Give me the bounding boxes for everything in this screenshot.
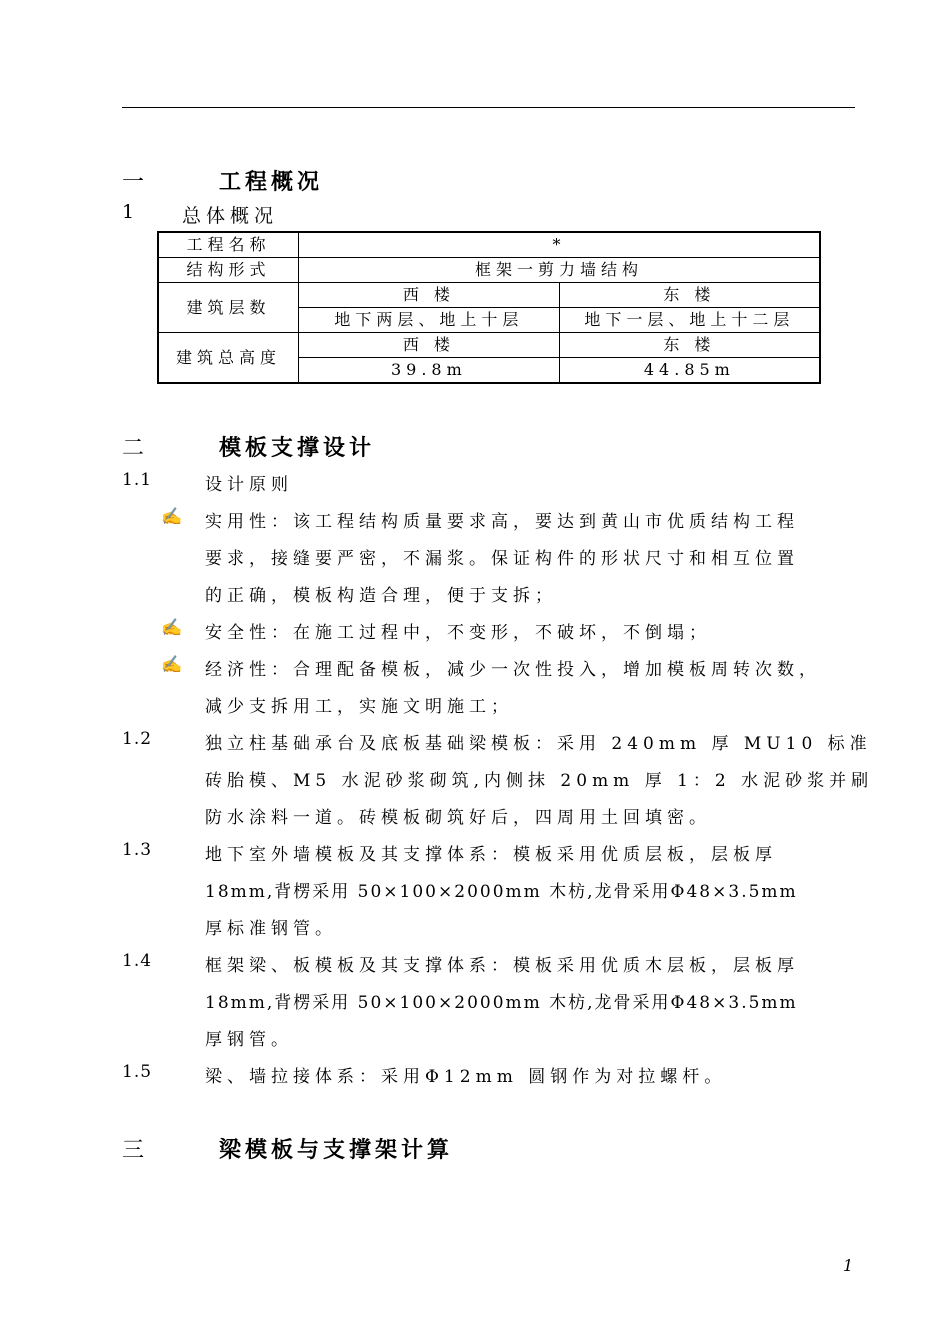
bullet-text: 经济性：合理配备模板，减少一次性投入，增加模板周转次数，	[205, 660, 821, 680]
clause-text: 梁、墙拉接体系：采用Φ12mm 圆钢作为对拉螺杆。	[205, 1067, 727, 1087]
subsection-title: 总体概况	[182, 205, 279, 227]
clause-text: 框架梁、板模板及其支撑体系：模板采用优质木层板，层板厚	[205, 956, 799, 976]
table-cell-value: *	[299, 232, 821, 258]
bullet-text: 减少支拆用工，实施文明施工；	[205, 697, 513, 717]
clause-text: 18mm,背楞采用 50×100×2000mm 木枋,龙骨采用Φ48×3.5mm	[205, 882, 798, 902]
table-cell-west-floors: 地下两层、地上十层	[299, 308, 560, 333]
table-cell-west-height: 39.8m	[299, 358, 560, 384]
table-cell-value: 框架一剪力墙结构	[299, 258, 821, 283]
table-cell-east-building: 东 楼	[559, 283, 820, 308]
table-cell-label: 建筑总高度	[158, 333, 299, 384]
bullet-text: 安全性：在施工过程中，不变形，不破坏，不倒塌；	[205, 623, 711, 643]
clause-number: 1.2	[122, 729, 153, 749]
section-title: 梁模板与支撑架计算	[219, 1137, 454, 1163]
section-number: 三	[122, 1138, 149, 1163]
clause-text: 地下室外墙模板及其支撑体系：模板采用优质层板，层板厚	[205, 845, 777, 865]
clause-title: 设计原则	[205, 475, 293, 495]
table-cell-label: 工程名称	[158, 232, 299, 258]
clause-number: 1.5	[122, 1062, 153, 1082]
table-cell-east-building: 东 楼	[559, 333, 820, 358]
bullet-text: 实用性：该工程结构质量要求高，要达到黄山市优质结构工程	[205, 512, 799, 532]
clause-text: 防水涂料一道。砖模板砌筑好后，四周用土回填密。	[205, 808, 711, 828]
section-title: 工程概况	[219, 169, 324, 195]
writing-hand-icon: ✍	[161, 655, 183, 675]
section-number: 二	[122, 436, 149, 461]
table-cell-east-floors: 地下一层、地上十二层	[559, 308, 820, 333]
table-cell-label: 建筑层数	[158, 283, 299, 333]
table-cell-west-building: 西 楼	[299, 283, 560, 308]
writing-hand-icon: ✍	[161, 507, 183, 527]
clause-text: 18mm,背楞采用 50×100×2000mm 木枋,龙骨采用Φ48×3.5mm	[205, 993, 798, 1013]
table-cell-east-height: 44.85m	[559, 358, 820, 384]
subsection-number: 1	[122, 201, 140, 223]
table-row	[158, 283, 820, 308]
header-rule	[122, 107, 855, 108]
clause-text: 砖胎模、M5 水泥砂浆砌筑,内侧抹 20mm 厚 1：2 水泥砂浆并刷	[205, 771, 874, 791]
writing-hand-icon: ✍	[161, 618, 183, 638]
bullet-text: 要求，接缝要严密，不漏浆。保证构件的形状尺寸和相互位置	[205, 549, 799, 569]
section-title: 模板支撑设计	[219, 435, 376, 461]
section-number: 一	[122, 170, 149, 195]
clause-number: 1.3	[122, 840, 153, 860]
table-row	[158, 333, 820, 358]
table-row	[158, 258, 820, 283]
bullet-text: 的正确，模板构造合理，便于支拆；	[205, 586, 557, 606]
clause-text: 独立柱基础承台及底板基础梁模板：采用 240mm 厚 MU10 标准	[205, 734, 872, 754]
table-row	[158, 232, 820, 258]
page-number: 1	[843, 1256, 854, 1275]
clause-text: 厚标准钢管。	[205, 919, 337, 939]
table-cell-label: 结构形式	[158, 258, 299, 283]
clause-number: 1.1	[122, 470, 153, 490]
table-cell-west-building: 西 楼	[299, 333, 560, 358]
clause-number: 1.4	[122, 951, 153, 971]
project-overview-table	[157, 231, 821, 384]
clause-text: 厚钢管。	[205, 1030, 293, 1050]
